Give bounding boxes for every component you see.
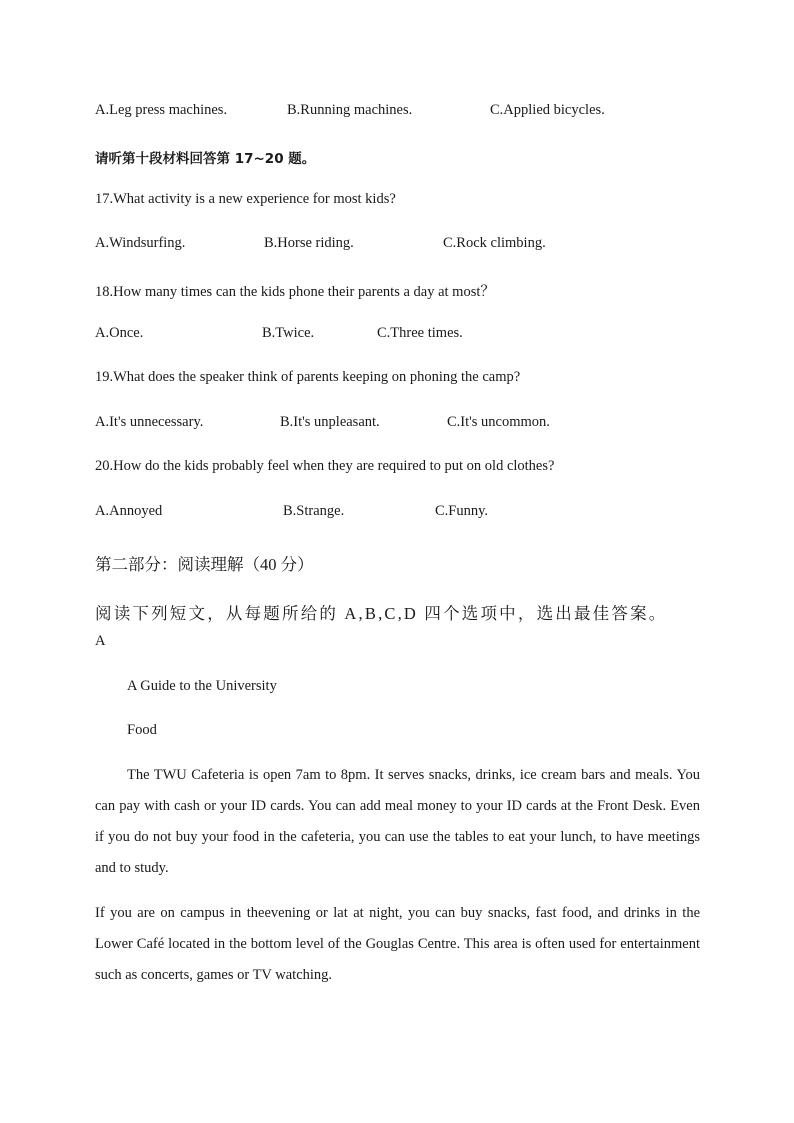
question-19: 19.What does the speaker think of parents keeping on phoning the camp? xyxy=(95,369,521,385)
option-b: B.Running machines. xyxy=(287,102,413,118)
section-instruction: 请听第十段材料回答第 17~20 题。 xyxy=(95,151,316,167)
q17-option-c: C.Rock climbing. xyxy=(443,235,546,251)
part-two-heading: 第二部分：阅读理解（40 分） xyxy=(95,555,314,574)
passage-label: A xyxy=(95,633,106,649)
paragraph-lower-cafe: If you are on campus in theevening or lat at night, you can buy snacks, fast food, and drinks in the Lower Café located in the bottom level of the Gouglas Centre. This area is often used for entertainment such as concerts, games or TV watching. xyxy=(95,905,700,983)
passage-title: A Guide to the University xyxy=(127,678,277,694)
q19-option-a: A.It's unnecessary. xyxy=(95,414,204,430)
question-18: 18.How many times can the kids phone their parents a day at most？ xyxy=(95,284,495,300)
option-c: C.Applied bicycles. xyxy=(490,102,605,118)
q18-option-a: A.Once. xyxy=(95,325,144,341)
reading-instruction: 阅读下列短文，从每题所给的 A,B,C,D 四个选项中，选出最佳答案。 xyxy=(95,604,668,623)
q17-option-b: B.Horse riding. xyxy=(264,235,354,251)
q19-option-c: C.It's uncommon. xyxy=(447,414,550,430)
option-a: A.Leg press machines. xyxy=(95,102,228,118)
food-subheading: Food xyxy=(127,722,157,738)
question-20: 20.How do the kids probably feel when they are required to put on old clothes? xyxy=(95,458,555,474)
q20-option-c: C.Funny. xyxy=(435,503,489,519)
paragraph-cafeteria: The TWU Cafeteria is open 7am to 8pm. It serves snacks, drinks, ice cream bars and meals. You can pay with cash or your ID cards. You can add meal money to your ID cards at the Front Desk. Even if you do not buy your food in the cafeteria, you can use the tables to eat your lunch, to have meetings and to study. xyxy=(95,767,700,876)
q18-option-b: B.Twice. xyxy=(262,325,315,341)
q20-option-a: A.Annoyed xyxy=(95,503,163,519)
q20-option-b: B.Strange. xyxy=(283,503,345,519)
q19-option-b: B.It's unpleasant. xyxy=(280,414,380,430)
question-17: 17.What activity is a new experience for most kids? xyxy=(95,191,396,207)
q18-option-c: C.Three times. xyxy=(377,325,463,341)
q17-option-a: A.Windsurfing. xyxy=(95,235,186,251)
